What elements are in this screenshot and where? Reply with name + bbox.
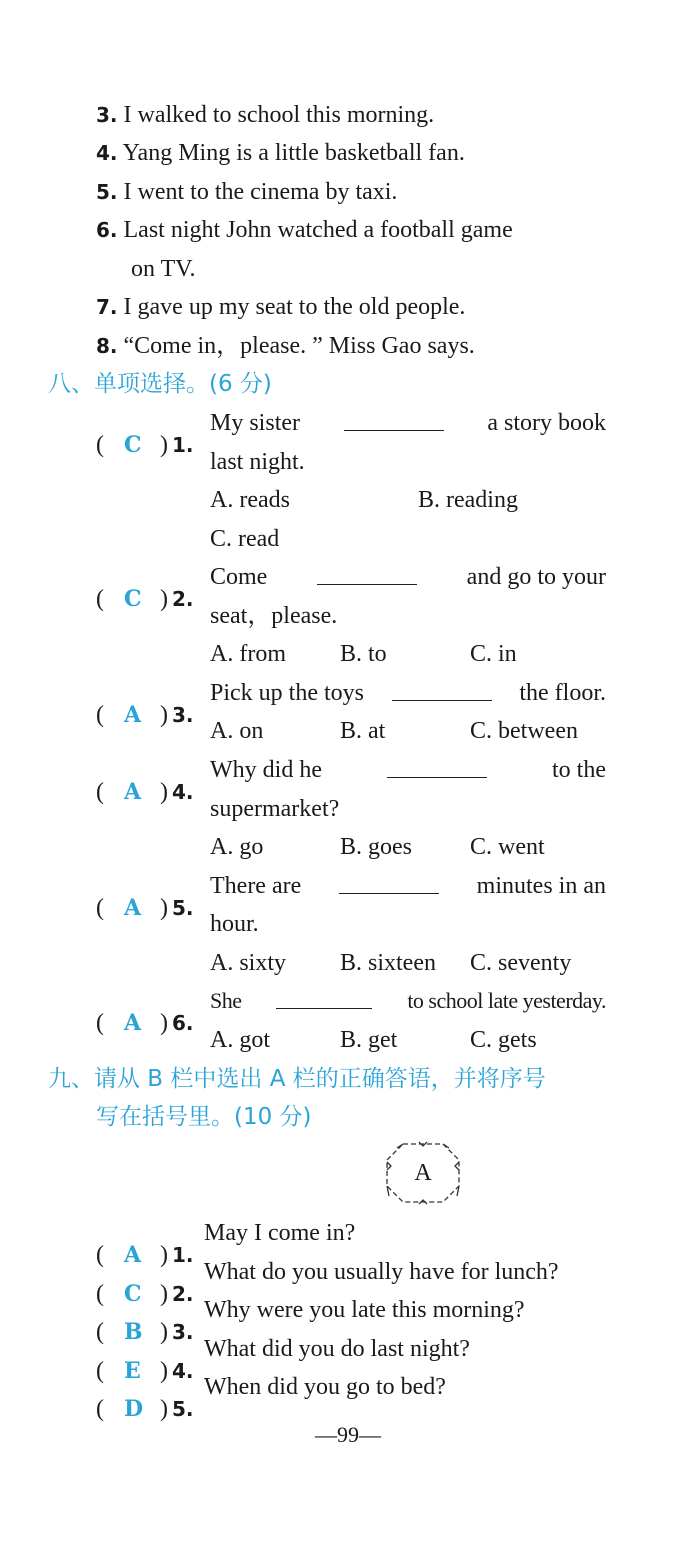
mc-question-1-text: My sister a story book bbox=[210, 410, 606, 436]
option-b: B. to bbox=[340, 641, 387, 667]
mc-question-1-option-c: C. read bbox=[210, 526, 280, 552]
mc-question-5-options bbox=[210, 948, 606, 978]
match-item-2: ( C ) 2. What do you usually have for lunch? bbox=[96, 1259, 559, 1307]
answer-letter: A bbox=[124, 1242, 142, 1268]
mc-question-5-line2: hour. bbox=[210, 911, 259, 937]
mc-question-4-text: Why did he to the bbox=[210, 757, 606, 783]
section-9-heading: 九、请从 B 栏中选出 A 栏的正确答语，并将序号 bbox=[48, 1066, 546, 1092]
answer-letter: A bbox=[124, 1010, 142, 1036]
option-c: C. between bbox=[470, 718, 578, 744]
option-a: A. reads bbox=[210, 487, 290, 513]
mc-question-2-options bbox=[210, 639, 606, 669]
mc-question-1-line2: last night. bbox=[210, 449, 305, 475]
mc-question-4-line2: supermarket? bbox=[210, 796, 340, 822]
mc-question-1-options bbox=[210, 485, 606, 515]
answer-letter: E bbox=[124, 1358, 141, 1384]
match-item-3: ( B ) 3. Why were you late this morning? bbox=[96, 1297, 525, 1345]
sentence-7: 7. I gave up my seat to the old people. bbox=[96, 294, 466, 320]
answer-blank bbox=[344, 408, 444, 431]
match-item-4: ( E ) 4. What did you do last night? bbox=[96, 1336, 470, 1384]
answer-letter: B bbox=[124, 1319, 143, 1345]
mc-question-6-options bbox=[210, 1025, 606, 1055]
mc-question-2: ( C ) 2. bbox=[96, 586, 194, 612]
answer-blank bbox=[387, 755, 487, 778]
option-c: C. went bbox=[470, 834, 545, 860]
answer-letter: C bbox=[124, 1281, 142, 1307]
answer-letter: A bbox=[124, 779, 142, 805]
option-a: A. go bbox=[210, 834, 264, 860]
answer-letter: A bbox=[124, 702, 142, 728]
option-b: B. get bbox=[340, 1027, 398, 1053]
mc-question-6: ( A ) 6. bbox=[96, 1010, 194, 1036]
mc-question-3-options bbox=[210, 716, 606, 746]
option-c: C. seventy bbox=[470, 950, 572, 976]
match-item-1: ( A ) 1. May I come in? bbox=[96, 1220, 356, 1268]
answer-letter: C bbox=[124, 432, 142, 458]
mc-question-4-options bbox=[210, 832, 606, 862]
option-c: C. gets bbox=[470, 1027, 537, 1053]
mc-question-3-text: Pick up the toys the floor. bbox=[210, 680, 606, 706]
option-c: C. in bbox=[470, 641, 517, 667]
sentence-8: 8. “Come in，please. ” Miss Gao says. bbox=[96, 333, 475, 359]
column-a-label: A bbox=[383, 1140, 463, 1206]
option-b: B. sixteen bbox=[340, 950, 436, 976]
match-item-5: ( D ) 5. When did you go to bed? bbox=[96, 1374, 446, 1422]
answer-letter: D bbox=[124, 1396, 144, 1422]
sentence-6: 6. Last night John watched a football game bbox=[96, 217, 513, 243]
mc-question-6-text: She to school late yesterday. bbox=[210, 988, 606, 1013]
mc-question-2-text: Come and go to your bbox=[210, 564, 606, 590]
option-a: A. from bbox=[210, 641, 286, 667]
answer-letter: C bbox=[124, 586, 142, 612]
answer-blank bbox=[392, 678, 492, 701]
option-b: B. at bbox=[340, 718, 386, 744]
mc-question-1: ( C ) 1. bbox=[96, 432, 194, 458]
sentence-4: 4. Yang Ming is a little basketball fan. bbox=[96, 140, 465, 166]
mc-question-5-text: There are minutes in an bbox=[210, 873, 606, 899]
sentence-3: 3. I walked to school this morning. bbox=[96, 102, 435, 128]
section-9-heading-line2: 写在括号里。(10 分) bbox=[96, 1104, 312, 1130]
mc-question-2-line2: seat，please. bbox=[210, 603, 338, 629]
sentence-6-continued: on TV. bbox=[131, 256, 196, 282]
option-a: A. got bbox=[210, 1027, 270, 1053]
sentence-5: 5. I went to the cinema by taxi. bbox=[96, 179, 398, 205]
answer-blank bbox=[339, 871, 439, 894]
answer-blank bbox=[317, 562, 417, 585]
page-number: —99— bbox=[315, 1422, 381, 1447]
answer-letter: A bbox=[124, 895, 142, 921]
mc-question-3: ( A ) 3. bbox=[96, 702, 194, 728]
answer-blank bbox=[276, 986, 372, 1009]
mc-question-5: ( A ) 5. bbox=[96, 895, 194, 921]
option-a: A. sixty bbox=[210, 950, 287, 976]
option-b: B. reading bbox=[418, 487, 518, 513]
section-8-heading: 八、单项选择。(6 分) bbox=[48, 371, 272, 397]
option-b: B. goes bbox=[340, 834, 412, 860]
option-a: A. on bbox=[210, 718, 264, 744]
mc-question-4: ( A ) 4. bbox=[96, 779, 194, 805]
